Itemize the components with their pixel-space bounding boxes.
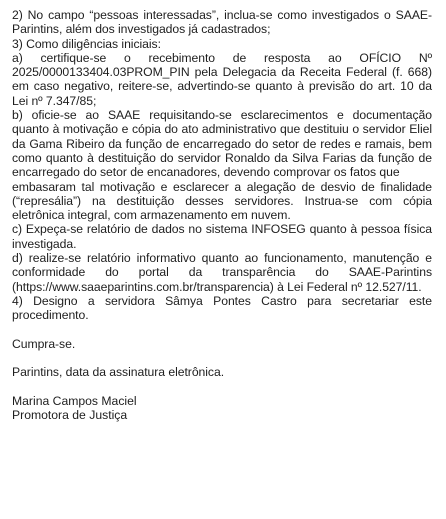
spacer <box>12 323 432 337</box>
place-date-text: Parintins, data da assinatura eletrônica. <box>12 365 225 380</box>
paragraph-designation: 4) Designo a servidora Sâmya Pontes Castro para secretariar este procedimento. <box>12 293 432 323</box>
signer-title: Promotora de Justiça <box>12 408 128 423</box>
paragraph-item-d: d) realize-se relatório informativo quanto ao funcionamento, manutenção e conformidade do portal da transparência do SAAE-Parintins (https://www.saaeparintins.com.br/transparencia) à Lei Federal nº 12.527/11. <box>12 251 432 294</box>
spacer <box>12 351 432 365</box>
signer-name: Marina Campos Maciel <box>12 394 137 409</box>
paragraph-item-a: a) certifique-se o recebimento de resposta ao OFÍCIO Nº 2025/0000133404.03PROM_PIN pela Delegacia da Receita Federal (f. 668) em caso negativo, reitere-se, advertindo-se quanto à previsão do art. 10 da Lei nº 7.347/85; <box>12 50 432 108</box>
document-body <box>12 8 432 423</box>
paragraph-item-b: b) oficie-se ao SAAE requisitando-se esclarecimentos e documentação quanto à motivação e cópia do ato administrativo que destituiu o servidor Eliel da Gama Ribeiro da função de encarregado do setor de redes e ramais, bem como quanto à destituição do servidor Ronaldo da Silva Farias da função de encarregado do setor de encanadores, devendo comprovar os fatos que <box>12 108 432 180</box>
paragraph-interested-parties: 2) No campo “pessoas interessadas”, inclua-se como investigados o SAAE-Parintins, além dos investigados já cadastrados; <box>12 8 432 37</box>
paragraph-item-b-continued: embasaram tal motivação e esclarecer a alegação de desvio de finalidade (“represália”) na destituição desses servidores. Instrua-se com cópia eletrônica integral, com armazenamento em nuvem. <box>12 179 432 223</box>
paragraph-initial-diligences-heading: 3) Como diligências iniciais: <box>12 36 161 51</box>
paragraph-item-c: c) Expeça-se relatório de dados no sistema INFOSEG quanto à pessoa física investigada. <box>12 222 432 251</box>
closing-text: Cumpra-se. <box>12 336 76 351</box>
spacer <box>12 380 432 394</box>
